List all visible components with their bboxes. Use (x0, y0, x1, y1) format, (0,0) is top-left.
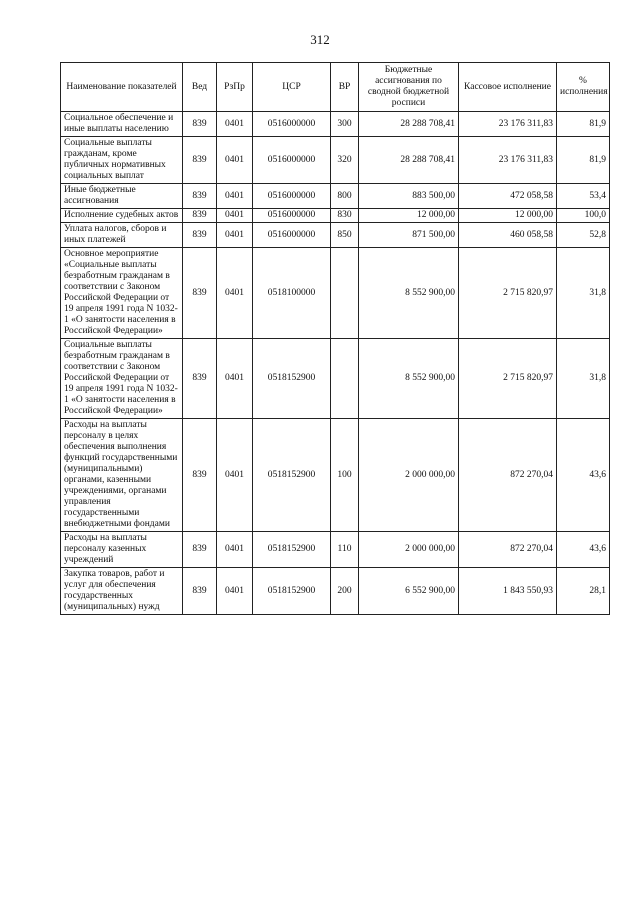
row-budget: 2 000 000,00 (359, 419, 459, 532)
row-csr: 0518152900 (253, 568, 331, 615)
table-row (61, 248, 610, 339)
table-row (61, 419, 610, 532)
row-name: Социальное обеспечение и иные выплаты населению (61, 112, 183, 137)
row-name: Исполнение судебных актов (61, 209, 183, 223)
row-percent: 43,6 (557, 532, 610, 568)
row-percent: 100,0 (557, 209, 610, 223)
row-name: Иные бюджетные ассигнования (61, 184, 183, 209)
header-vr: ВР (331, 63, 359, 112)
row-vr: 100 (331, 419, 359, 532)
header-rzpr: РзПр (217, 63, 253, 112)
row-cash: 872 270,04 (459, 532, 557, 568)
row-percent: 43,6 (557, 419, 610, 532)
row-csr: 0518152900 (253, 532, 331, 568)
table-row (61, 339, 610, 419)
row-cash: 12 000,00 (459, 209, 557, 223)
row-cash: 2 715 820,97 (459, 339, 557, 419)
row-percent: 52,8 (557, 223, 610, 248)
row-budget: 8 552 900,00 (359, 339, 459, 419)
row-percent: 31,8 (557, 339, 610, 419)
row-rzpr: 0401 (217, 419, 253, 532)
row-ved: 839 (183, 112, 217, 137)
row-vr: 200 (331, 568, 359, 615)
row-name: Социальные выплаты безработным гражданам в соответствии с Законом Российской Федерации от 19 апреля 1991 года N 1032-1 «О занятости населения в Российской Федерации» (61, 339, 183, 419)
row-vr: 850 (331, 223, 359, 248)
table-row (61, 137, 610, 184)
row-ved: 839 (183, 419, 217, 532)
row-budget: 2 000 000,00 (359, 532, 459, 568)
row-vr (331, 248, 359, 339)
row-cash: 1 843 550,93 (459, 568, 557, 615)
row-ved: 839 (183, 137, 217, 184)
row-csr: 0516000000 (253, 112, 331, 137)
header-budget: Бюджетные ассигнования по сводной бюджетной росписи (359, 63, 459, 112)
header-percent: % исполнения (557, 63, 610, 112)
row-ved: 839 (183, 339, 217, 419)
row-csr: 0518152900 (253, 339, 331, 419)
row-csr: 0516000000 (253, 184, 331, 209)
row-csr: 0516000000 (253, 209, 331, 223)
table-row (61, 532, 610, 568)
budget-execution-table (60, 62, 610, 615)
row-name: Закупка товаров, работ и услуг для обеспечения государственных (муниципальных) нужд (61, 568, 183, 615)
row-rzpr: 0401 (217, 532, 253, 568)
page-number: 312 (310, 32, 330, 47)
row-name: Уплата налогов, сборов и иных платежей (61, 223, 183, 248)
row-percent: 28,1 (557, 568, 610, 615)
table-row (61, 112, 610, 137)
row-csr: 0516000000 (253, 223, 331, 248)
row-budget: 8 552 900,00 (359, 248, 459, 339)
row-budget: 883 500,00 (359, 184, 459, 209)
row-cash: 872 270,04 (459, 419, 557, 532)
row-ved: 839 (183, 184, 217, 209)
row-ved: 839 (183, 568, 217, 615)
row-name: Расходы на выплаты персоналу казенных учреждений (61, 532, 183, 568)
row-percent: 81,9 (557, 112, 610, 137)
row-budget: 28 288 708,41 (359, 112, 459, 137)
row-vr: 320 (331, 137, 359, 184)
row-ved: 839 (183, 223, 217, 248)
row-vr: 800 (331, 184, 359, 209)
row-rzpr: 0401 (217, 223, 253, 248)
row-rzpr: 0401 (217, 184, 253, 209)
row-percent: 53,4 (557, 184, 610, 209)
table-header-row (61, 63, 610, 112)
row-budget: 12 000,00 (359, 209, 459, 223)
row-cash: 23 176 311,83 (459, 137, 557, 184)
row-vr (331, 339, 359, 419)
row-csr: 0518152900 (253, 419, 331, 532)
row-percent: 81,9 (557, 137, 610, 184)
header-cash: Кассовое исполнение (459, 63, 557, 112)
row-rzpr: 0401 (217, 568, 253, 615)
row-vr: 300 (331, 112, 359, 137)
row-ved: 839 (183, 248, 217, 339)
row-name: Расходы на выплаты персоналу в целях обеспечения выполнения функций государственными (муниципальными) органами, казенными учреждениями, органами управления государственными внебюджетными фондами (61, 419, 183, 532)
row-rzpr: 0401 (217, 339, 253, 419)
row-rzpr: 0401 (217, 248, 253, 339)
header-csr: ЦСР (253, 63, 331, 112)
row-budget: 871 500,00 (359, 223, 459, 248)
row-ved: 839 (183, 532, 217, 568)
row-name: Социальные выплаты гражданам, кроме публичных нормативных социальных выплат (61, 137, 183, 184)
row-csr: 0518100000 (253, 248, 331, 339)
header-ved: Вед (183, 63, 217, 112)
row-vr: 110 (331, 532, 359, 568)
row-csr: 0516000000 (253, 137, 331, 184)
table-row (61, 223, 610, 248)
row-cash: 2 715 820,97 (459, 248, 557, 339)
row-ved: 839 (183, 209, 217, 223)
header-name: Наименование показателей (61, 63, 183, 112)
row-vr: 830 (331, 209, 359, 223)
table-row (61, 184, 610, 209)
row-cash: 460 058,58 (459, 223, 557, 248)
row-cash: 472 058,58 (459, 184, 557, 209)
row-rzpr: 0401 (217, 112, 253, 137)
row-budget: 28 288 708,41 (359, 137, 459, 184)
table-row (61, 209, 610, 223)
row-rzpr: 0401 (217, 209, 253, 223)
row-percent: 31,8 (557, 248, 610, 339)
row-rzpr: 0401 (217, 137, 253, 184)
table-row (61, 568, 610, 615)
row-cash: 23 176 311,83 (459, 112, 557, 137)
row-budget: 6 552 900,00 (359, 568, 459, 615)
row-name: Основное мероприятие «Социальные выплаты безработным гражданам в соответствии с Законом Российской Федерации от 19 апреля 1991 года N 1032-1 «О занятости населения в Российской Федерации» (61, 248, 183, 339)
